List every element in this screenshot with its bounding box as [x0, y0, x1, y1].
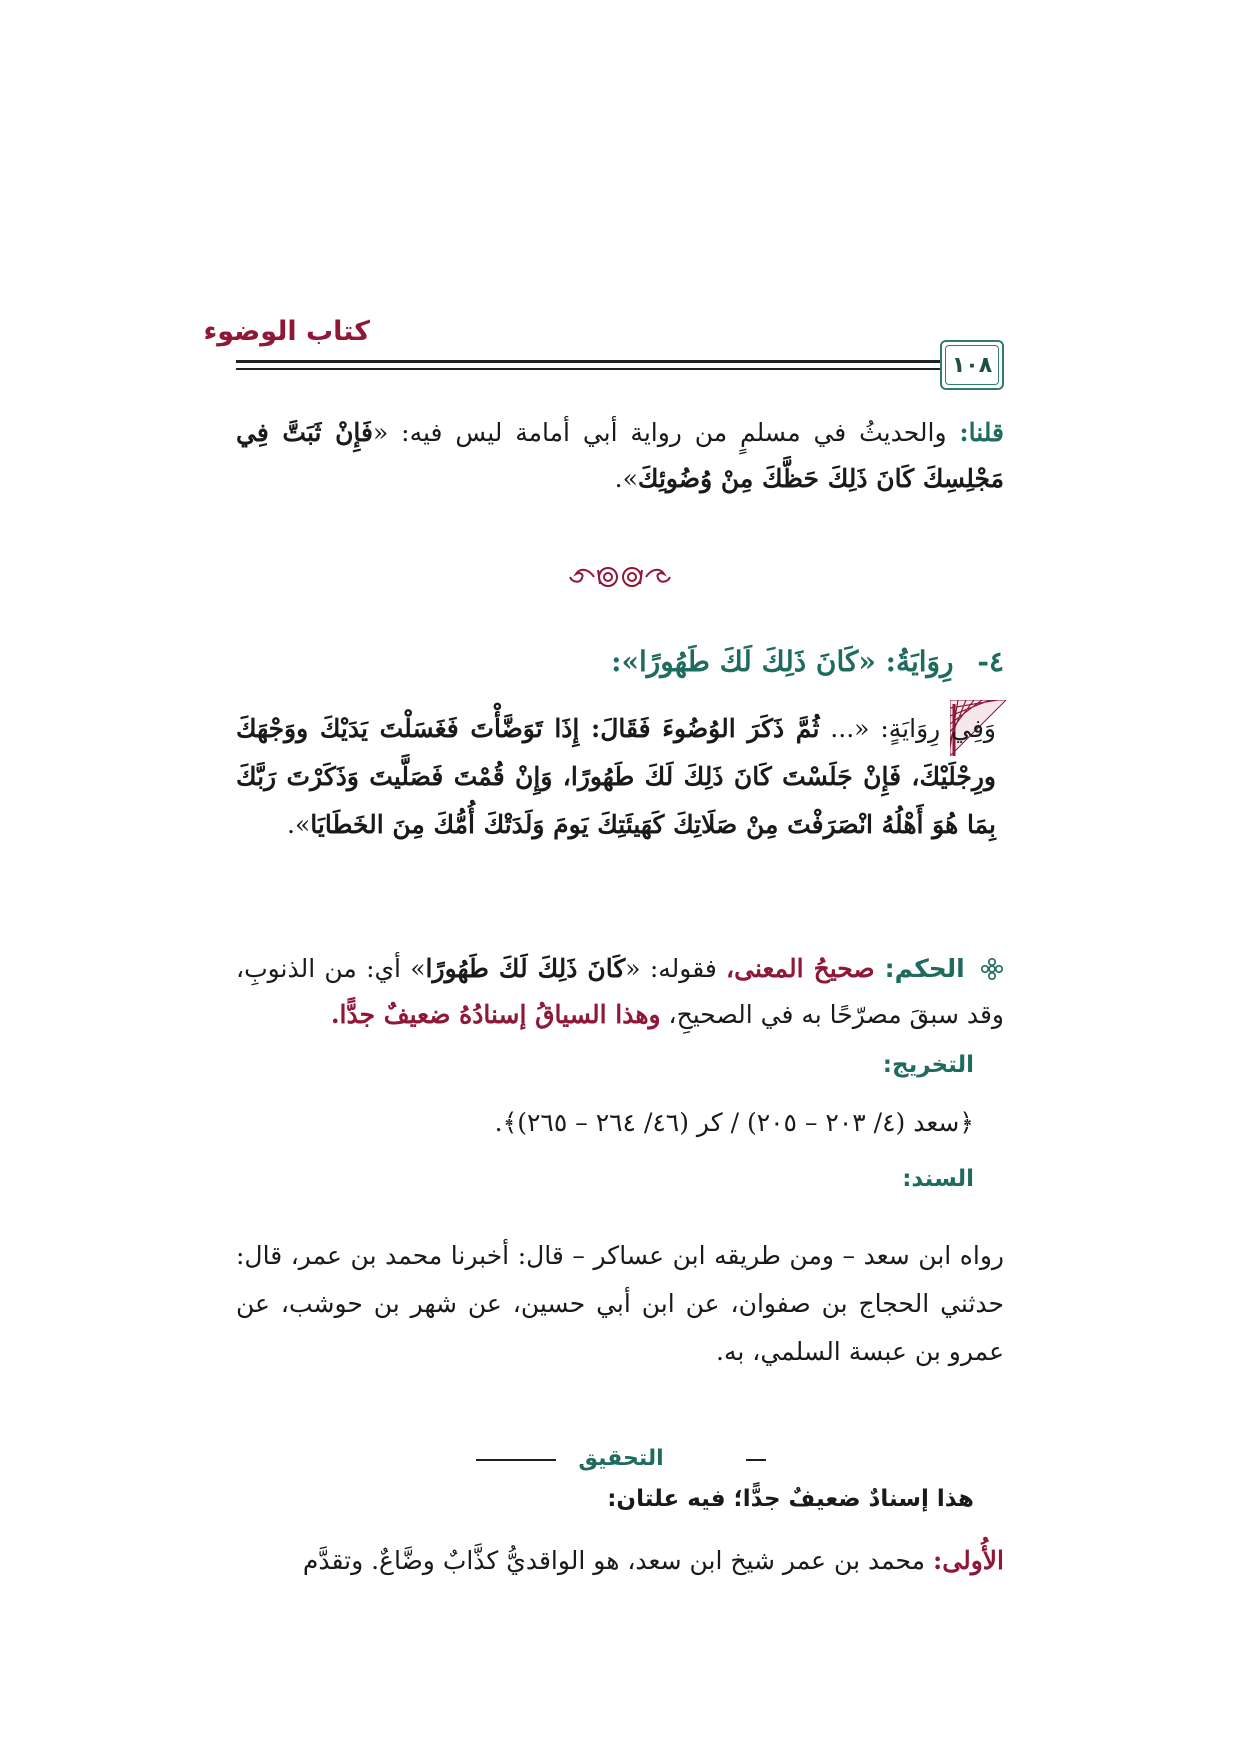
intro-label: قلنا: — [959, 418, 1004, 447]
ruling-text2: » أي: من الذنوبِ، وقد سبقَ مصرّحًا به في الصحيحِ، — [236, 954, 1004, 1029]
chapter-title: كتاب الوضوء — [203, 316, 370, 347]
intro-end: ». — [614, 464, 638, 493]
narration-text: ثُمَّ ذَكَرَ الوُضُوءَ فَقَالَ: إِذَا تَوَضَّأْتَ فَغَسَلْتَ يَدَيْكَ ووَجْهَكَ ورِجْلَيْكَ، فَإِنْ جَلَسْتَ كَانَ ذَلِكَ لَكَ طَهُورًا، وَإِنْ قُمْتَ فَصَلَّيتَ وَذَكَرْتَ رَبَّكَ بِمَا هُوَ أَهْلُهُ انْصَرَفْتَ مِنْ صَلَاتِكَ كَهَيئَتِكَ يَومَ وَلَدَتْكَ أُمُّكَ مِنَ الخَطَايَا — [236, 714, 996, 839]
section-title: رِوَايَةُ: «كَانَ ذَلِكَ لَكَ طَهُورًا»: — [611, 645, 954, 678]
tahqiq-divider — [476, 1448, 766, 1472]
narration-end: ». — [287, 810, 311, 839]
intro-quote: فَإِنْ ثَبَتَّ فِي مَجْلِسِكَ كَانَ ذَلِكَ حَظَّكَ مِنْ وُضُوئِكَ — [236, 418, 1004, 493]
header-rule — [236, 360, 1004, 374]
narration-paragraph — [236, 705, 996, 849]
intro-text: والحديثُ في مسلمٍ من رواية أبي أمامة ليس فيه: « — [373, 418, 960, 447]
ruling-verdict: صحيحُ المعنى، — [726, 954, 885, 983]
first-reason-text: محمد بن عمر شيخ ابن سعد، هو الواقديُّ كذَّابٌ وضَّاعٌ. وتقدَّم — [302, 1546, 934, 1575]
ruling-quote: كَانَ ذَلِكَ لَكَ طَهُورًا — [425, 954, 626, 983]
ruling-text1: فقوله: « — [625, 954, 727, 983]
tahqiq-label: التحقيق — [578, 1446, 664, 1471]
tahqiq-heading: هذا إسنادٌ ضعيفٌ جدًّا؛ فيه علتان: — [607, 1486, 974, 1512]
flower-icon — [980, 957, 1004, 981]
sanad-paragraph: رواه ابن سعد – ومن طريقه ابن عساكر – قال: أخبرنا محمد بن عمر، قال: حدثني الحجاج بن صفوان، عن ابن أبي حسين، عن شهر بن حوشب، عن عمرو بن عبسة السلمي، به. — [236, 1241, 1004, 1366]
ruling-paragraph — [236, 946, 1004, 1038]
page-number: ١٠٨ — [951, 352, 993, 378]
section-number: ٤- — [977, 645, 1004, 678]
ruling-weak-note: وهذا السياقُ إسنادُهُ ضعيفٌ جدًّا. — [330, 1000, 661, 1029]
takhrij-text: ﴿سعد (٤/ ٢٠٣ – ٢٠٥) / كر (٤٦/ ٢٦٤ – ٢٦٥)﴾. — [494, 1108, 974, 1137]
ruling-label: الحكم: — [884, 954, 965, 983]
sanad-label: السند: — [902, 1166, 974, 1192]
narration-lead: وَفِي رِوَايَةٍ: «... — [819, 714, 996, 743]
first-reason-label: الأُولى: — [933, 1546, 1004, 1575]
page-number-badge — [940, 340, 1004, 390]
first-reason-paragraph — [236, 1538, 1004, 1584]
intro-paragraph — [236, 410, 1004, 502]
takhrij-label: التخريج: — [882, 1052, 974, 1078]
separator-ornament-icon — [560, 560, 680, 594]
section-heading — [611, 645, 1004, 678]
